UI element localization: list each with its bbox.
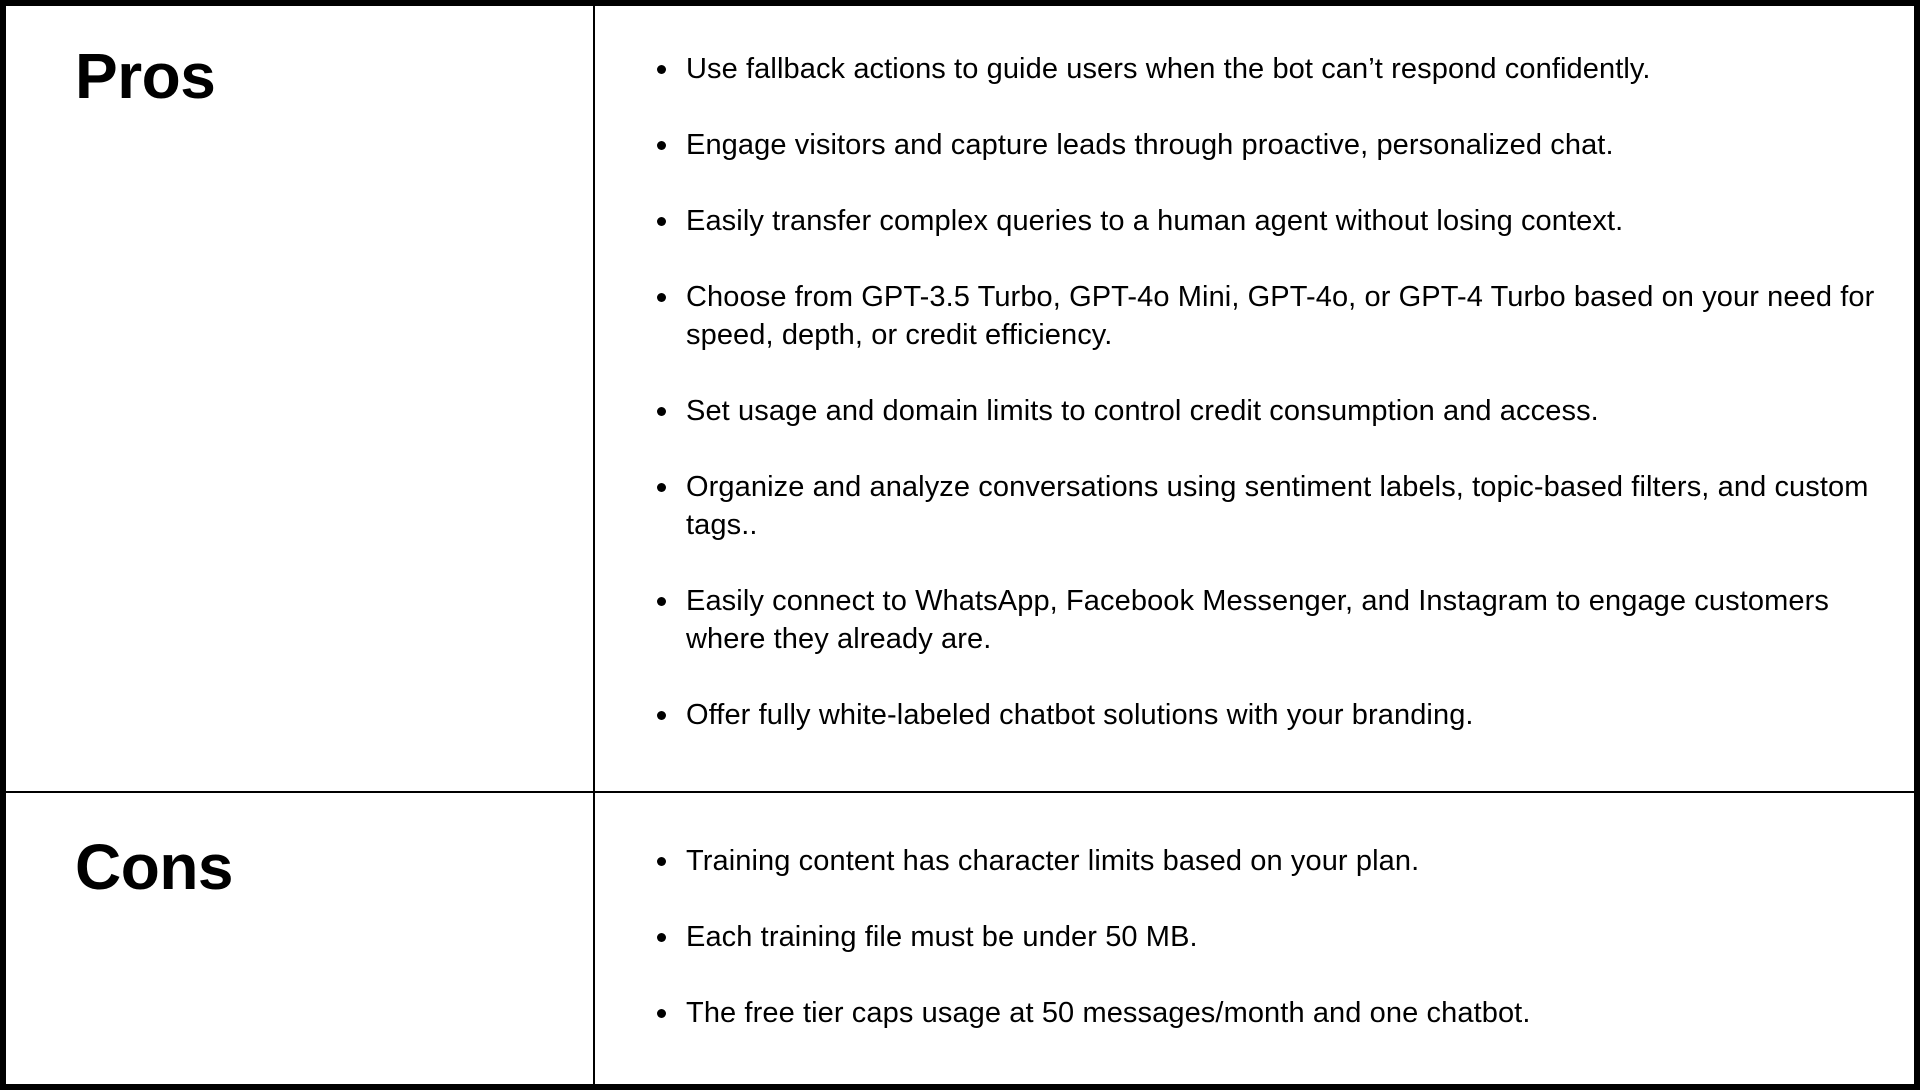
cons-heading: Cons bbox=[75, 831, 233, 903]
pros-item-text: Set usage and domain limits to control credit consumption and access. bbox=[686, 395, 1599, 427]
bullet-icon bbox=[657, 217, 666, 226]
pros-item-text: Engage visitors and capture leads through proactive, personalized chat. bbox=[686, 129, 1614, 161]
bullet-icon bbox=[657, 65, 666, 74]
pros-list bbox=[686, 50, 1876, 734]
pros-label-cell bbox=[6, 6, 595, 793]
cons-item-text: The free tier caps usage at 50 messages/month and one chatbot. bbox=[686, 997, 1531, 1029]
pros-item-text: Easily transfer complex queries to a human agent without losing context. bbox=[686, 205, 1624, 237]
pros-list-item bbox=[686, 126, 1876, 164]
bullet-icon bbox=[657, 293, 666, 302]
list-column bbox=[686, 0, 1876, 1090]
pros-list-item bbox=[686, 468, 1876, 544]
pros-heading: Pros bbox=[75, 40, 216, 112]
cons-item-text: Training content has character limits based on your plan. bbox=[686, 845, 1420, 877]
bullet-icon bbox=[657, 141, 666, 150]
bullet-icon bbox=[657, 1009, 666, 1018]
pros-list-item bbox=[686, 696, 1876, 734]
pros-list-item bbox=[686, 50, 1876, 88]
cons-list-item bbox=[686, 994, 1876, 1032]
pros-item-text: Use fallback actions to guide users when the bot can’t respond confidently. bbox=[686, 53, 1651, 85]
cons-list bbox=[686, 842, 1876, 1032]
bullet-icon bbox=[657, 483, 666, 492]
cons-list-item bbox=[686, 842, 1876, 880]
cons-list-item bbox=[686, 918, 1876, 956]
bullet-icon bbox=[657, 597, 666, 606]
bullet-icon bbox=[657, 407, 666, 416]
pros-list-item bbox=[686, 202, 1876, 240]
pros-item-text: Easily connect to WhatsApp, Facebook Messenger, and Instagram to engage customers where they already are. bbox=[686, 585, 1829, 655]
pros-list-item bbox=[686, 582, 1876, 658]
bullet-icon bbox=[657, 933, 666, 942]
pros-item-text: Organize and analyze conversations using sentiment labels, topic-based filters, and custom tags.. bbox=[686, 471, 1869, 541]
bullet-icon bbox=[657, 711, 666, 720]
bullet-icon bbox=[657, 857, 666, 866]
pros-list-item bbox=[686, 392, 1876, 430]
pros-item-text: Offer fully white-labeled chatbot solutions with your branding. bbox=[686, 699, 1474, 731]
cons-item-text: Each training file must be under 50 MB. bbox=[686, 921, 1198, 953]
pros-list-item bbox=[686, 278, 1876, 354]
pros-item-text: Choose from GPT-3.5 Turbo, GPT-4o Mini, GPT-4o, or GPT-4 Turbo based on your need for speed, depth, or credit efficiency. bbox=[686, 281, 1875, 351]
